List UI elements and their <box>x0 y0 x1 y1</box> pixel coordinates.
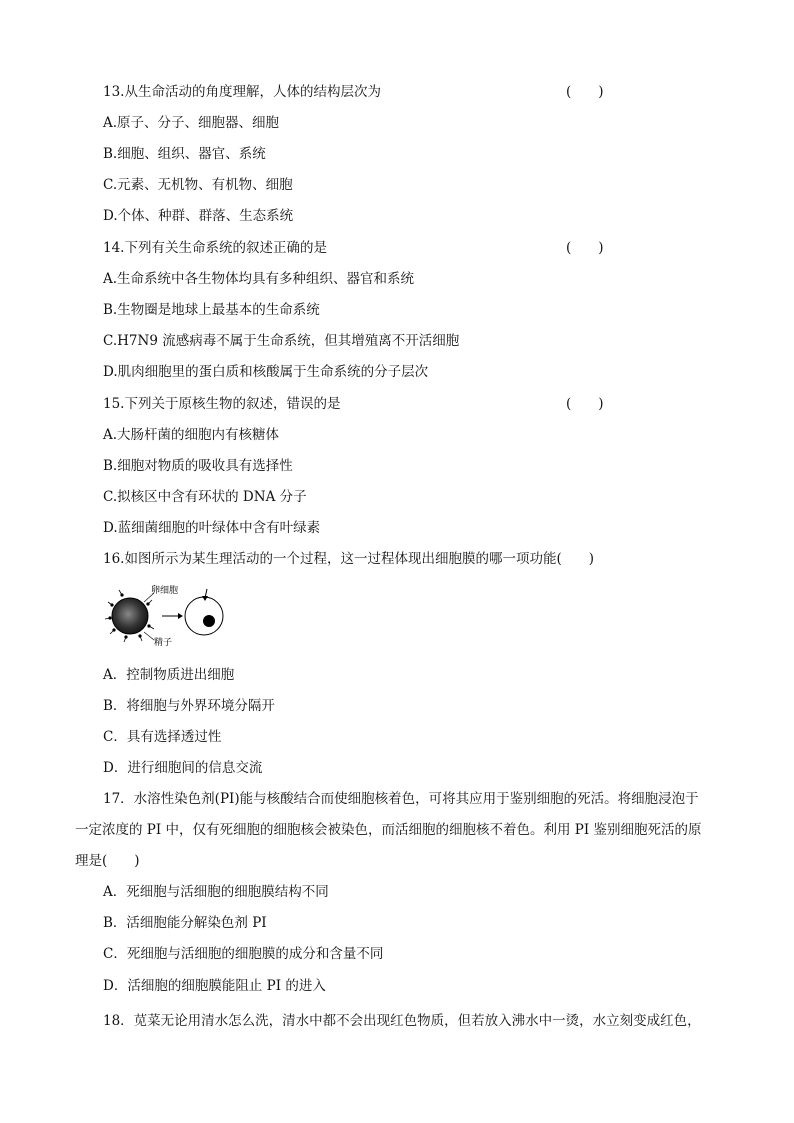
q14-answer-bracket: ( ) <box>566 240 604 256</box>
q13-option-d: D.个体、种群、群落、生态系统 <box>103 208 294 224</box>
q17-stem-line-1: 17．水溶性染色剂(PI)能与核酸结合而使细胞核着色，可将其应用于鉴别细胞的死活。将细胞浸泡于 <box>103 791 699 807</box>
q14-stem: 14.下列有关生命系统的叙述正确的是 <box>103 240 327 256</box>
q14-option-c: C.H7N9 流感病毒不属于生命系统，但其增殖离不开活细胞 <box>103 333 460 349</box>
q14-option-a: A.生命系统中各生物体均具有多种组织、器官和系统 <box>103 271 415 287</box>
q16-option-b: B．将细胞与外界环境分隔开 <box>103 698 275 714</box>
q16-option-d: D．进行细胞间的信息交流 <box>103 760 263 776</box>
q18-stem-line-1: 18．苋菜无论用清水怎么洗，清水中都不会出现红色物质，但若放入沸水中一烫，水立刻变成红色， <box>103 1013 701 1029</box>
q13-stem: 13.从生命活动的角度理解，人体的结构层次为 <box>103 84 381 100</box>
q13-option-a: A.原子、分子、细胞器、细胞 <box>103 115 280 131</box>
q17-stem-line-3: 理是( ) <box>75 853 140 869</box>
egg-cell-label: 卵细胞 <box>151 586 179 596</box>
q14-option-b: B.生物圈是地球上最基本的生命系统 <box>103 302 320 318</box>
q14-option-d: D.肌肉细胞里的蛋白质和核酸属于生命系统的分子层次 <box>103 364 429 380</box>
q15-option-c: C.拟核区中含有环状的 DNA 分子 <box>103 489 307 505</box>
q16-stem: 16.如图所示为某生理活动的一个过程，这一过程体现出细胞膜的哪一项功能( ) <box>103 551 595 567</box>
q13-answer-bracket: ( ) <box>566 84 604 100</box>
q13-option-b: B.细胞、组织、器官、系统 <box>103 146 266 162</box>
q15-answer-bracket: ( ) <box>566 396 604 412</box>
process-arrow <box>162 613 183 619</box>
fertilization-diagram <box>104 582 234 650</box>
q16-option-a: A．控制物质进出细胞 <box>103 667 235 683</box>
q15-stem: 15.下列关于原核生物的叙述，错误的是 <box>103 396 341 412</box>
q13-option-c: C.元素、无机物、有机物、细胞 <box>103 177 293 193</box>
fertilized-egg <box>185 589 223 635</box>
q17-option-a: A．死细胞与活细胞的细胞膜结构不同 <box>103 884 329 900</box>
q15-option-d: D.蓝细菌细胞的叶绿体中含有叶绿素 <box>103 520 321 536</box>
q15-option-a: A.大肠杆菌的细胞内有核糖体 <box>103 427 280 443</box>
q16-option-c: C．具有选择透过性 <box>103 729 222 745</box>
q17-option-b: B．活细胞能分解染色剂 PI <box>103 915 267 931</box>
q17-option-c: C．死细胞与活细胞的细胞膜的成分和含量不同 <box>103 946 384 962</box>
q15-option-b: B.细胞对物质的吸收具有选择性 <box>103 458 293 474</box>
sperm-label: 精子 <box>154 638 173 648</box>
q17-option-d: D．活细胞的细胞膜能阻止 PI 的进入 <box>103 978 326 994</box>
fertilization-figure <box>104 582 234 650</box>
q17-stem-line-2: 一定浓度的 PI 中，仅有死细胞的细胞核会被染色，而活细胞的细胞核不着色。利用 PI 鉴别细胞死活的原 <box>75 822 702 838</box>
egg-cell-with-sperm <box>105 590 154 642</box>
